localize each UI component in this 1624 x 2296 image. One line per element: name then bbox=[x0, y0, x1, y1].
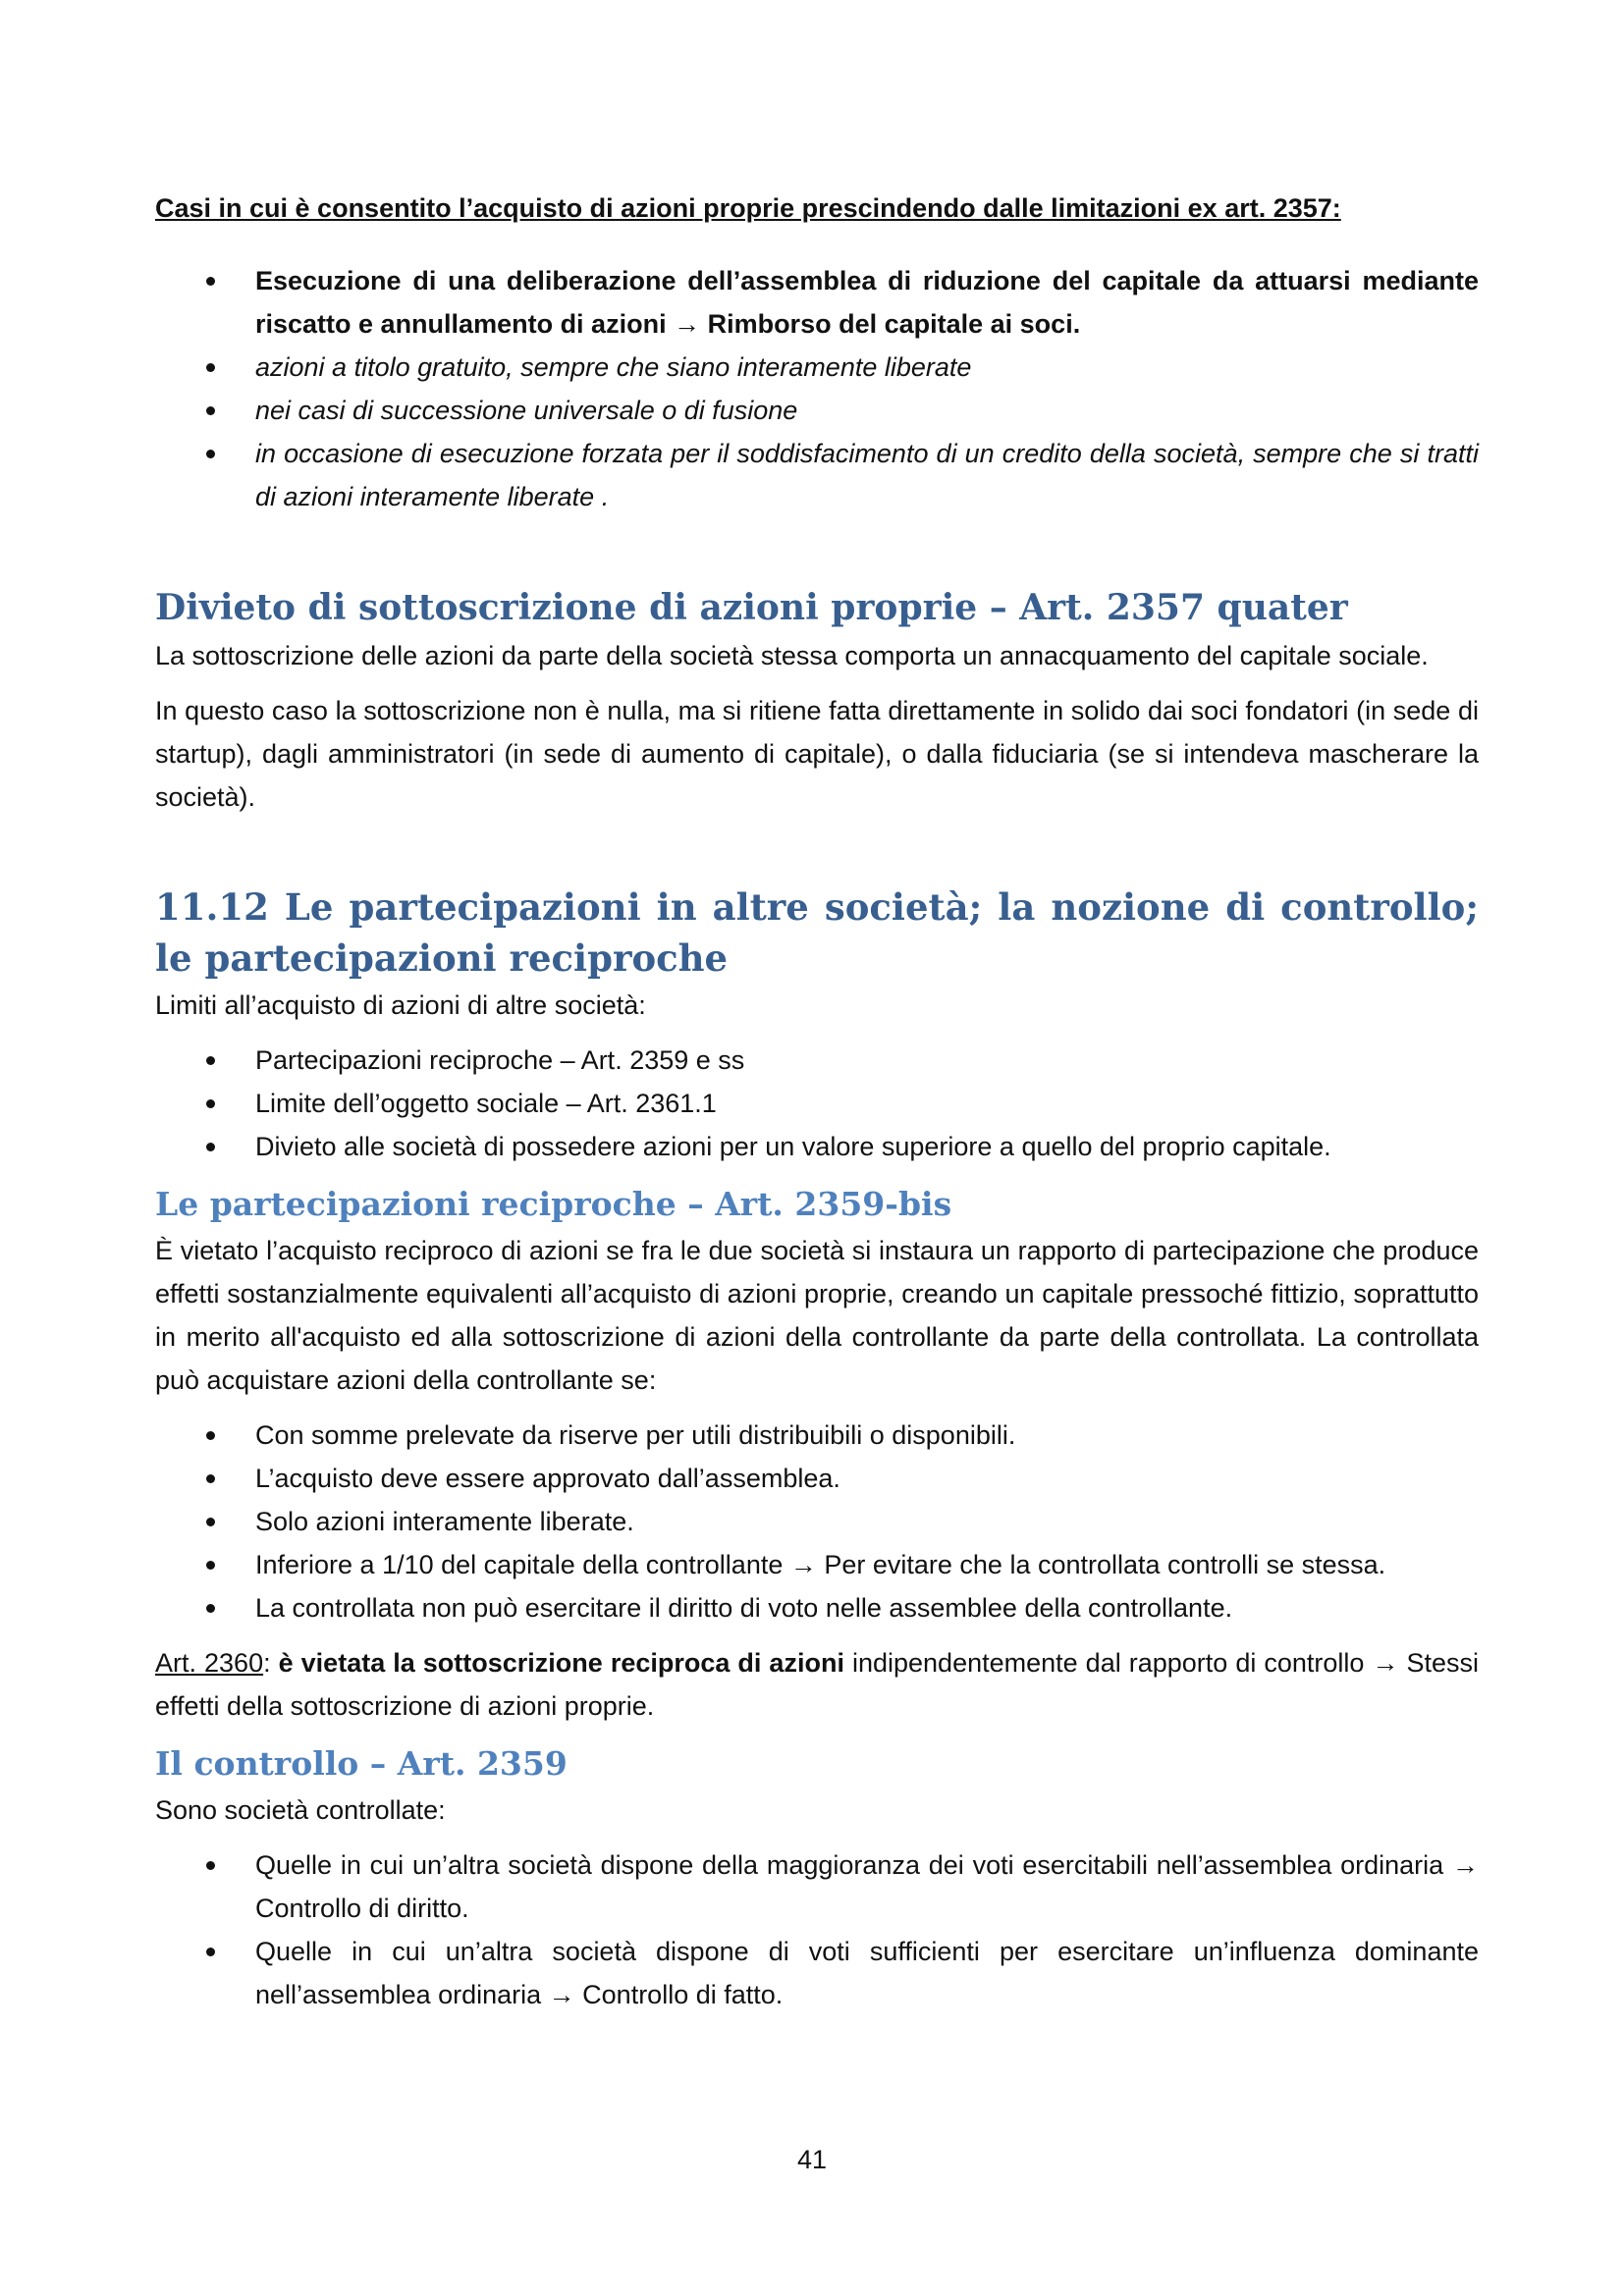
page-number: 41 bbox=[796, 2145, 828, 2174]
list-item: Quelle in cui un’altra società dispone della maggioranza dei voti esercitabili nell’assemblea ordinaria → Controllo di diritto. bbox=[155, 1843, 1479, 1930]
list-item: Inferiore a 1/10 del capitale della controllante → Per evitare che la controllata controlli se stessa. bbox=[155, 1543, 1479, 1586]
intro-list bbox=[155, 259, 1479, 518]
art-2360-reference: Art. 2360 bbox=[155, 1648, 264, 1678]
list-item: in occasione di esecuzione forzata per il soddisfacimento di un credito della società, sempre che si tratti di azioni interamente liberate . bbox=[155, 432, 1479, 518]
list-item: Esecuzione di una deliberazione dell’assemblea di riduzione del capitale da attuarsi mediante riscatto e annullamento di azioni → Rimborso del capitale ai soci. bbox=[155, 259, 1479, 346]
reciproche-paragraph: È vietato l’acquisto reciproco di azioni se fra le due società si instaura un rapporto di partecipazione che produce effetti sostanzialmente equivalenti all’acquisto di azioni proprie, creando un capitale pressoché fittizio, soprattutto in merito all'acquisto ed alla sottoscrizione di azioni della controllante da parte della controllata. La controllata può acquistare azioni della controllante se: bbox=[155, 1236, 1479, 1395]
reciproche-list bbox=[155, 1414, 1479, 1629]
controllo-heading: Il controllo – Art. 2359 bbox=[155, 1744, 568, 1783]
list-item: nei casi di successione universale o di fusione bbox=[155, 389, 1479, 432]
list-item: Limite dell’oggetto sociale – Art. 2361.1 bbox=[155, 1082, 1479, 1125]
document-page bbox=[155, 187, 1479, 2016]
controllo-intro: Sono società controllate: bbox=[155, 1795, 446, 1825]
list-item: Con somme prelevate da riserve per utili distribuibili o disponibili. bbox=[155, 1414, 1479, 1457]
divieto-paragraph-2: In questo caso la sottoscrizione non è nulla, ma si ritiene fatta direttamente in solido dai soci fondatori (in sede di startup), dagli amministratori (in sede di aumento di capitale), o dalla fiduciaria (se si intendeva mascherare la società). bbox=[155, 696, 1479, 812]
art-2360-bold-text: è vietata la sottoscrizione reciproca di azioni bbox=[278, 1648, 844, 1678]
partecipazioni-list bbox=[155, 1039, 1479, 1168]
reciproche-heading: Le partecipazioni reciproche – Art. 2359-bis bbox=[155, 1185, 952, 1223]
list-item: Solo azioni interamente liberate. bbox=[155, 1500, 1479, 1543]
list-item: La controllata non può esercitare il diritto di voto nelle assemblee della controllante. bbox=[155, 1586, 1479, 1629]
list-item: azioni a titolo gratuito, sempre che siano interamente liberate bbox=[155, 346, 1479, 389]
art-2360-rest: indipendentemente dal rapporto di controllo → Stessi effetti della sottoscrizione di azioni proprie. bbox=[155, 1648, 1479, 1721]
list-item: Quelle in cui un’altra società dispone di voti sufficienti per esercitare un’influenza dominante nell’assemblea ordinaria → Controllo di fatto. bbox=[155, 1930, 1479, 2016]
divieto-heading: Divieto di sottoscrizione di azioni proprie – Art. 2357 quater bbox=[155, 587, 1348, 628]
partecipazioni-heading: 11.12 Le partecipazioni in altre società; la nozione di controllo; le partecipazioni reciproche bbox=[155, 885, 1479, 980]
art-2360-paragraph bbox=[155, 1641, 1479, 1728]
list-item: Partecipazioni reciproche – Art. 2359 e ss bbox=[155, 1039, 1479, 1082]
list-item: L’acquisto deve essere approvato dall’assemblea. bbox=[155, 1457, 1479, 1500]
intro-heading: Casi in cui è consentito l’acquisto di azioni proprie prescindendo dalle limitazioni ex art. 2357: bbox=[155, 193, 1341, 223]
partecipazioni-intro: Limiti all’acquisto di azioni di altre società: bbox=[155, 990, 646, 1020]
divieto-paragraph-1: La sottoscrizione delle azioni da parte della società stessa comporta un annacquamento del capitale sociale. bbox=[155, 641, 1429, 670]
art-2360-colon: : bbox=[263, 1648, 279, 1678]
controllo-list bbox=[155, 1843, 1479, 2016]
list-item: Divieto alle società di possedere azioni per un valore superiore a quello del proprio capitale. bbox=[155, 1125, 1479, 1168]
